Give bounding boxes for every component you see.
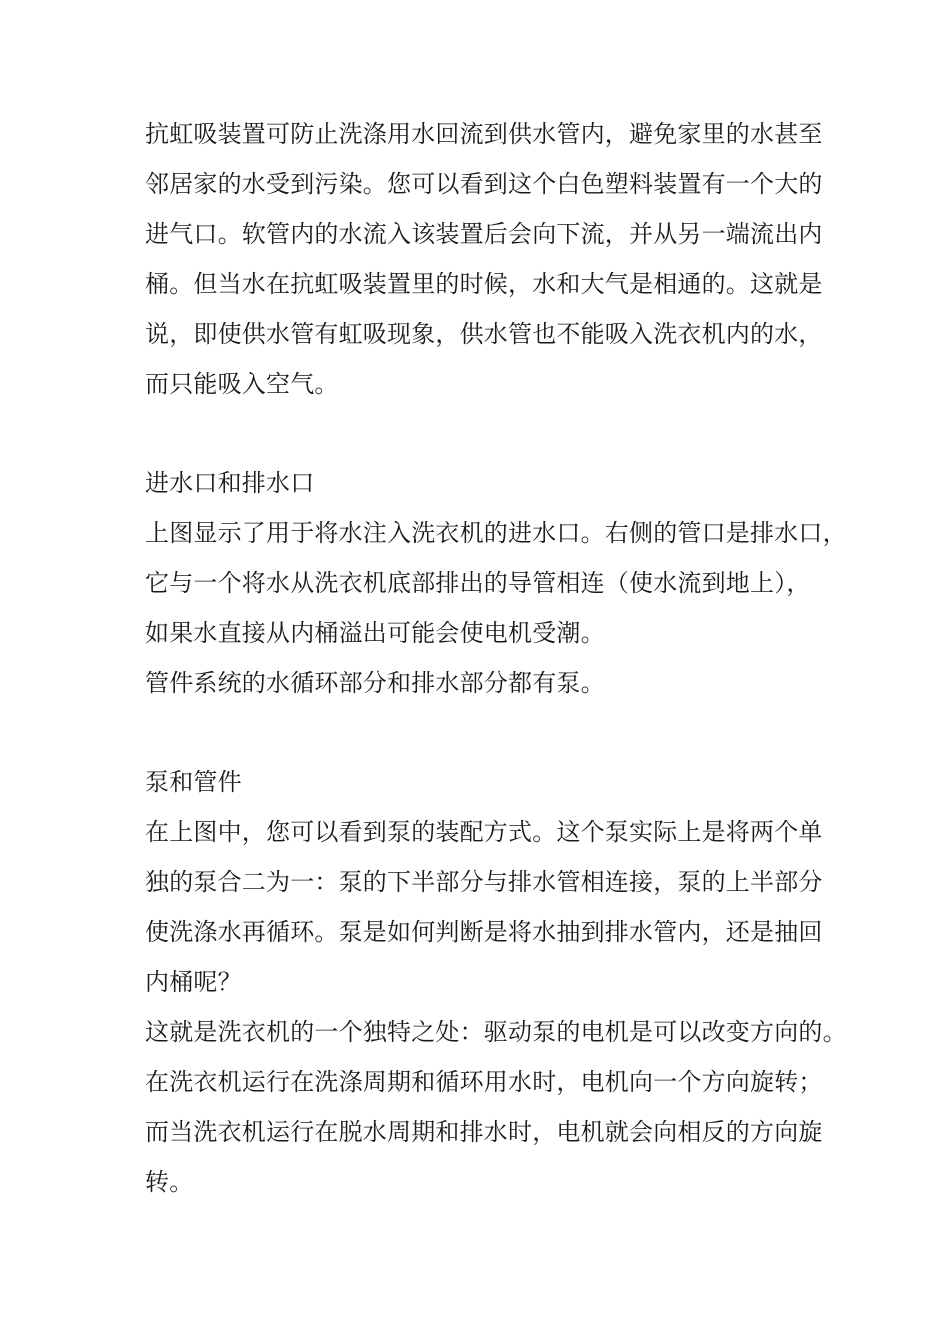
- paragraph-line: 这就是洗衣机的一个独特之处：驱动泵的电机是可以改变方向的。: [145, 1018, 847, 1046]
- paragraph-line: 进气口。软管内的水流入该装置后会向下流，并从另一端流出内: [145, 220, 823, 248]
- paragraph-line: 上图显示了用于将水注入洗衣机的进水口。右侧的管口是排水口，: [145, 519, 847, 547]
- paragraph-line: 在洗衣机运行在洗涤周期和循环用水时，电机向一个方向旋转；: [145, 1068, 823, 1096]
- paragraph-line: 而只能吸入空气。: [145, 370, 339, 398]
- paragraph-line: 说，即使供水管有虹吸现象，供水管也不能吸入洗衣机内的水，: [145, 320, 823, 348]
- paragraph-line: 如果水直接从内桶溢出可能会使电机受潮。: [145, 619, 605, 647]
- paragraph-line: 在上图中，您可以看到泵的装配方式。这个泵实际上是将两个单: [145, 818, 823, 846]
- paragraph-line: 它与一个将水从洗衣机底部排出的导管相连（使水流到地上），: [145, 569, 811, 597]
- paragraph-line: 内桶呢？: [145, 968, 242, 996]
- paragraph-line: 桶。但当水在抗虹吸装置里的时候，水和大气是相通的。这就是: [145, 270, 823, 298]
- section-heading: 进水口和排水口: [145, 469, 315, 497]
- paragraph-line: 使洗涤水再循环。泵是如何判断是将水抽到排水管内，还是抽回: [145, 918, 823, 946]
- paragraph-line: 管件系统的水循环部分和排水部分都有泵。: [145, 669, 605, 697]
- paragraph-line: 独的泵合二为一：泵的下半部分与排水管相连接，泵的上半部分: [145, 868, 823, 896]
- paragraph-line: 邻居家的水受到污染。您可以看到这个白色塑料装置有一个大的: [145, 170, 823, 198]
- section-heading: 泵和管件: [145, 768, 242, 796]
- paragraph-line: 而当洗衣机运行在脱水周期和排水时，电机就会向相反的方向旋: [145, 1118, 823, 1146]
- paragraph-line: 抗虹吸装置可防止洗涤用水回流到供水管内，避免家里的水甚至: [145, 120, 823, 148]
- paragraph-line: 转。: [145, 1168, 194, 1196]
